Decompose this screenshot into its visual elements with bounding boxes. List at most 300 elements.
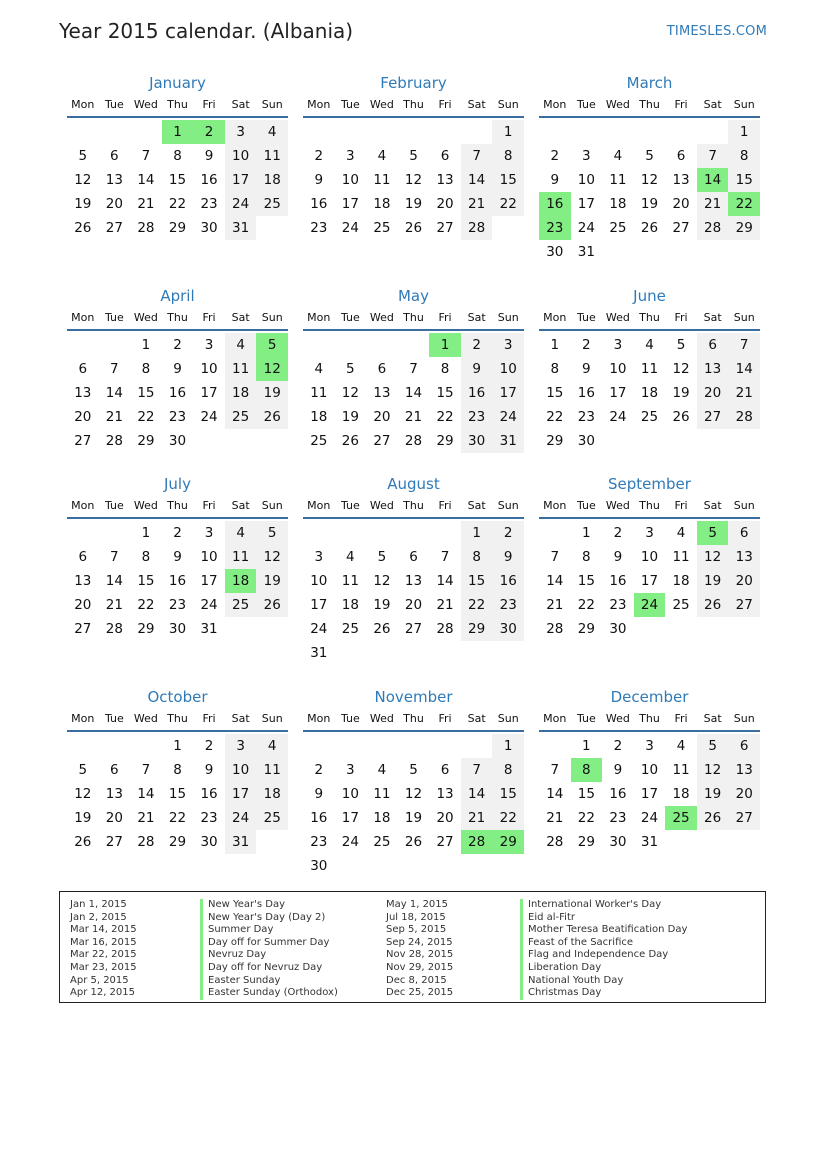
weekday-header bbox=[539, 94, 760, 118]
day-cell: 6 bbox=[440, 762, 450, 778]
day-cell: 21 bbox=[137, 810, 155, 826]
day-cell: 11 bbox=[256, 144, 288, 168]
day-cell: 13 bbox=[74, 573, 92, 589]
day-cell: 11 bbox=[225, 357, 257, 381]
weekday-label: Sun bbox=[261, 98, 283, 111]
day-cell: 14 bbox=[436, 573, 454, 589]
month-name: September bbox=[608, 475, 691, 493]
day-cell: 27 bbox=[728, 806, 760, 830]
legend-holiday-name: Nevruz Day bbox=[200, 949, 386, 962]
day-cell: 9 bbox=[582, 361, 591, 377]
empty-cell bbox=[67, 521, 99, 545]
day-cell: 2 bbox=[173, 337, 182, 353]
holiday-legend bbox=[59, 891, 766, 1003]
day-cell: 19 bbox=[256, 381, 288, 405]
day-cell: 30 bbox=[609, 621, 627, 637]
weekday-label: Tue bbox=[104, 311, 124, 324]
day-cell: 10 bbox=[341, 786, 359, 802]
day-cell: 16 bbox=[168, 385, 187, 401]
day-cell: 28 bbox=[436, 621, 454, 637]
day-cell: 27 bbox=[404, 621, 423, 637]
empty-cell bbox=[398, 521, 430, 545]
day-cell: 18 bbox=[373, 196, 391, 212]
day-cell: 13 bbox=[728, 545, 760, 569]
day-cell: 9 bbox=[550, 172, 560, 188]
day-cell: 4 bbox=[645, 337, 654, 353]
day-cell: 26 bbox=[697, 593, 729, 617]
legend-holiday-name: National Youth Day bbox=[520, 975, 752, 988]
day-cell: 31 bbox=[200, 621, 218, 637]
weekday-label: Mon bbox=[307, 499, 331, 512]
day-cell: 9 bbox=[613, 762, 623, 778]
day-cell: 29 bbox=[137, 621, 155, 637]
day-cell: 17 bbox=[225, 782, 257, 806]
day-cell: 7 bbox=[461, 144, 493, 168]
day-grid bbox=[67, 333, 288, 453]
weekday-label: Fri bbox=[202, 712, 216, 725]
day-cell: 24 bbox=[341, 220, 359, 236]
day-cell: 25 bbox=[672, 597, 690, 613]
empty-cell bbox=[429, 521, 461, 545]
legend-date: Sep 24, 2015 bbox=[386, 936, 453, 948]
day-cell: 7 bbox=[409, 361, 418, 377]
day-cell: 4 bbox=[225, 521, 257, 545]
month-november bbox=[303, 686, 524, 899]
day-cell: 9 bbox=[314, 172, 324, 188]
day-cell: 17 bbox=[640, 786, 659, 802]
day-cell: 26 bbox=[341, 433, 359, 449]
empty-cell bbox=[602, 120, 634, 144]
day-cell: 13 bbox=[436, 172, 454, 188]
day-cell: 31 bbox=[310, 645, 328, 661]
day-cell: 3 bbox=[645, 738, 654, 754]
legend-holiday-name: Mother Teresa Beatification Day bbox=[520, 924, 752, 937]
day-cell: 25 bbox=[373, 834, 391, 850]
day-cell: 17 bbox=[225, 168, 257, 192]
legend-date: Mar 22, 2015 bbox=[70, 949, 137, 961]
month-december bbox=[539, 686, 760, 899]
day-cell: 13 bbox=[672, 172, 690, 188]
day-cell: 19 bbox=[697, 782, 729, 806]
day-cell: 5 bbox=[377, 549, 387, 565]
legend-names-left bbox=[200, 899, 386, 1002]
day-cell: 19 bbox=[341, 409, 359, 425]
day-cell: 13 bbox=[697, 357, 729, 381]
day-cell: 24 bbox=[200, 409, 218, 425]
weekday-label: Wed bbox=[133, 712, 158, 725]
day-cell: 8 bbox=[440, 361, 450, 377]
day-cell: 26 bbox=[404, 834, 423, 850]
day-cell: 15 bbox=[137, 573, 155, 589]
holiday-day-cell: 8 bbox=[571, 758, 603, 782]
day-cell: 16 bbox=[310, 196, 328, 212]
day-cell: 14 bbox=[105, 573, 123, 589]
day-cell: 3 bbox=[346, 148, 355, 164]
month-march bbox=[539, 72, 760, 285]
day-cell: 27 bbox=[373, 433, 391, 449]
day-cell: 20 bbox=[105, 196, 123, 212]
weekday-label: Sun bbox=[261, 499, 283, 512]
day-cell: 27 bbox=[436, 220, 454, 236]
day-cell: 24 bbox=[341, 834, 359, 850]
weekday-label: Sun bbox=[733, 98, 755, 111]
day-cell: 11 bbox=[672, 549, 690, 565]
day-cell: 13 bbox=[404, 573, 423, 589]
day-cell: 17 bbox=[577, 196, 595, 212]
weekday-label: Sat bbox=[703, 98, 722, 111]
holiday-day-cell: 23 bbox=[539, 216, 571, 240]
weekday-label: Fri bbox=[438, 311, 452, 324]
day-cell: 3 bbox=[225, 120, 257, 144]
day-cell: 24 bbox=[200, 597, 218, 613]
empty-cell bbox=[335, 734, 367, 758]
weekday-label: Thu bbox=[167, 311, 188, 324]
day-cell: 26 bbox=[373, 621, 391, 637]
weekday-label: Sat bbox=[703, 499, 722, 512]
weekday-label: Sun bbox=[261, 712, 283, 725]
brand-link[interactable]: TIMESLES.COM bbox=[666, 24, 767, 39]
day-cell: 10 bbox=[341, 172, 359, 188]
month-january bbox=[67, 72, 288, 285]
day-cell: 18 bbox=[341, 597, 359, 613]
month-name: April bbox=[160, 287, 195, 305]
day-cell: 10 bbox=[640, 762, 659, 778]
legend-holiday-name: Easter Sunday (Orthodox) bbox=[200, 987, 386, 1000]
day-cell: 24 bbox=[577, 220, 595, 236]
weekday-label: Thu bbox=[403, 712, 424, 725]
day-cell: 28 bbox=[461, 216, 493, 240]
day-cell: 7 bbox=[141, 148, 151, 164]
day-cell: 10 bbox=[640, 549, 659, 565]
month-september bbox=[539, 473, 760, 686]
day-cell: 15 bbox=[436, 385, 454, 401]
day-cell: 30 bbox=[168, 433, 187, 449]
day-cell: 3 bbox=[492, 333, 524, 357]
day-cell: 27 bbox=[728, 593, 760, 617]
day-cell: 6 bbox=[110, 762, 119, 778]
day-cell: 3 bbox=[346, 762, 355, 778]
day-cell: 17 bbox=[200, 573, 218, 589]
weekday-label: Sun bbox=[497, 311, 519, 324]
empty-cell bbox=[335, 333, 367, 357]
day-cell: 15 bbox=[577, 573, 595, 589]
empty-cell bbox=[67, 734, 99, 758]
day-cell: 5 bbox=[697, 734, 729, 758]
empty-cell bbox=[303, 734, 335, 758]
day-cell: 18 bbox=[310, 409, 328, 425]
day-cell: 21 bbox=[461, 192, 493, 216]
day-cell: 17 bbox=[609, 385, 627, 401]
weekday-label: Thu bbox=[403, 98, 424, 111]
month-name: August bbox=[387, 475, 440, 493]
day-cell: 25 bbox=[310, 433, 328, 449]
empty-cell bbox=[99, 734, 131, 758]
day-cell: 25 bbox=[609, 220, 627, 236]
day-cell: 22 bbox=[577, 810, 595, 826]
day-cell: 11 bbox=[225, 545, 257, 569]
legend-holiday-name: Christmas Day bbox=[520, 987, 752, 1000]
legend-date: Nov 28, 2015 bbox=[386, 949, 454, 961]
day-cell: 12 bbox=[74, 172, 92, 188]
empty-cell bbox=[539, 120, 571, 144]
day-cell: 13 bbox=[105, 172, 123, 188]
day-cell: 2 bbox=[314, 148, 324, 164]
day-cell: 22 bbox=[168, 810, 187, 826]
weekday-label: Thu bbox=[167, 712, 188, 725]
day-cell: 14 bbox=[461, 168, 493, 192]
day-cell: 8 bbox=[141, 549, 151, 565]
day-cell: 18 bbox=[672, 786, 690, 802]
month-name: March bbox=[626, 74, 673, 92]
day-cell: 18 bbox=[609, 196, 627, 212]
empty-cell bbox=[303, 521, 335, 545]
day-cell: 27 bbox=[672, 220, 690, 236]
weekday-label: Tue bbox=[340, 98, 360, 111]
day-cell: 17 bbox=[200, 385, 218, 401]
day-cell: 18 bbox=[672, 573, 690, 589]
day-cell: 5 bbox=[346, 361, 355, 377]
day-cell: 28 bbox=[105, 621, 123, 637]
day-cell: 12 bbox=[404, 172, 423, 188]
weekday-label: Sun bbox=[497, 98, 519, 111]
day-cell: 21 bbox=[105, 597, 123, 613]
day-cell: 23 bbox=[200, 196, 218, 212]
holiday-day-cell: 12 bbox=[256, 357, 288, 381]
day-cell: 6 bbox=[377, 361, 387, 377]
day-cell: 23 bbox=[168, 597, 187, 613]
day-cell: 1 bbox=[141, 525, 151, 541]
empty-cell bbox=[398, 734, 430, 758]
day-cell: 9 bbox=[204, 148, 214, 164]
day-cell: 19 bbox=[697, 569, 729, 593]
empty-cell bbox=[665, 120, 697, 144]
day-cell: 5 bbox=[645, 148, 654, 164]
holiday-day-cell: 25 bbox=[665, 806, 697, 830]
empty-cell bbox=[99, 521, 131, 545]
day-cell: 5 bbox=[409, 762, 418, 778]
empty-cell bbox=[303, 120, 335, 144]
day-cell: 21 bbox=[436, 597, 454, 613]
weekday-label: Mon bbox=[307, 712, 331, 725]
weekday-label: Wed bbox=[605, 499, 630, 512]
weekday-label: Sat bbox=[231, 499, 250, 512]
day-cell: 21 bbox=[404, 409, 423, 425]
day-cell: 11 bbox=[672, 762, 690, 778]
day-cell: 10 bbox=[609, 361, 627, 377]
day-cell: 4 bbox=[346, 549, 355, 565]
day-cell: 10 bbox=[225, 758, 257, 782]
day-cell: 28 bbox=[105, 433, 123, 449]
day-cell: 21 bbox=[546, 810, 564, 826]
empty-cell bbox=[67, 333, 99, 357]
empty-cell bbox=[130, 120, 162, 144]
month-name: December bbox=[610, 688, 689, 706]
empty-cell bbox=[335, 521, 367, 545]
day-cell: 23 bbox=[609, 810, 627, 826]
empty-cell bbox=[461, 734, 493, 758]
weekday-label: Thu bbox=[639, 499, 660, 512]
day-cell: 9 bbox=[204, 762, 214, 778]
day-cell: 16 bbox=[310, 810, 328, 826]
day-cell: 22 bbox=[461, 593, 493, 617]
day-cell: 6 bbox=[697, 333, 729, 357]
day-cell: 6 bbox=[440, 148, 450, 164]
legend-date: Mar 16, 2015 bbox=[70, 936, 137, 948]
day-cell: 23 bbox=[492, 593, 524, 617]
day-cell: 20 bbox=[373, 409, 391, 425]
day-cell: 4 bbox=[256, 734, 288, 758]
day-cell: 23 bbox=[609, 597, 627, 613]
day-cell: 24 bbox=[640, 810, 659, 826]
day-cell: 22 bbox=[168, 196, 187, 212]
day-cell: 18 bbox=[225, 381, 257, 405]
day-cell: 7 bbox=[728, 333, 760, 357]
day-cell: 9 bbox=[613, 549, 623, 565]
legend-date: Apr 12, 2015 bbox=[70, 987, 136, 999]
day-cell: 17 bbox=[492, 381, 524, 405]
day-cell: 29 bbox=[168, 220, 187, 236]
day-cell: 15 bbox=[492, 168, 524, 192]
day-cell: 13 bbox=[105, 786, 123, 802]
day-cell: 24 bbox=[225, 192, 257, 216]
day-cell: 14 bbox=[546, 573, 564, 589]
weekday-label: Thu bbox=[403, 311, 424, 324]
day-cell: 21 bbox=[105, 409, 123, 425]
legend-date: May 1, 2015 bbox=[386, 899, 449, 910]
day-cell: 8 bbox=[582, 549, 591, 565]
weekday-header bbox=[539, 307, 760, 331]
day-cell: 4 bbox=[225, 333, 257, 357]
legend-dates-left bbox=[70, 899, 200, 1002]
day-cell: 1 bbox=[173, 738, 182, 754]
weekday-label: Fri bbox=[674, 311, 688, 324]
day-cell: 2 bbox=[550, 148, 560, 164]
day-cell: 7 bbox=[697, 144, 729, 168]
day-cell: 31 bbox=[577, 244, 595, 260]
day-grid bbox=[67, 521, 288, 641]
weekday-label: Fri bbox=[674, 499, 688, 512]
weekday-header bbox=[539, 708, 760, 732]
month-name: July bbox=[164, 475, 191, 493]
empty-cell bbox=[99, 333, 131, 357]
holiday-day-cell: 16 bbox=[539, 192, 571, 216]
day-grid bbox=[539, 333, 760, 453]
empty-cell bbox=[366, 734, 398, 758]
day-cell: 24 bbox=[492, 405, 524, 429]
weekday-label: Wed bbox=[369, 98, 394, 111]
month-name: October bbox=[147, 688, 208, 706]
day-cell: 22 bbox=[546, 409, 564, 425]
month-name: June bbox=[633, 287, 666, 305]
day-cell: 12 bbox=[74, 786, 92, 802]
month-july bbox=[67, 473, 288, 686]
day-cell: 12 bbox=[640, 172, 659, 188]
day-cell: 31 bbox=[225, 216, 257, 240]
weekday-label: Sat bbox=[231, 98, 250, 111]
day-cell: 14 bbox=[137, 172, 155, 188]
day-cell: 15 bbox=[168, 172, 187, 188]
legend-names-right bbox=[520, 899, 752, 1002]
weekday-label: Tue bbox=[104, 712, 124, 725]
weekday-label: Sun bbox=[733, 311, 755, 324]
day-cell: 26 bbox=[672, 409, 690, 425]
day-cell: 4 bbox=[676, 525, 686, 541]
day-cell: 1 bbox=[582, 525, 591, 541]
day-cell: 21 bbox=[461, 806, 493, 830]
legend-date: Sep 5, 2015 bbox=[386, 924, 447, 936]
weekday-label: Wed bbox=[369, 499, 394, 512]
weekday-label: Fri bbox=[438, 499, 452, 512]
day-cell: 10 bbox=[200, 549, 218, 565]
day-cell: 29 bbox=[168, 834, 187, 850]
day-cell: 27 bbox=[74, 433, 92, 449]
day-cell: 14 bbox=[461, 782, 493, 806]
day-grid bbox=[539, 734, 760, 854]
day-cell: 22 bbox=[137, 409, 155, 425]
weekday-label: Sat bbox=[231, 311, 250, 324]
day-cell: 17 bbox=[341, 810, 359, 826]
day-cell: 8 bbox=[461, 545, 493, 569]
weekday-label: Tue bbox=[104, 98, 124, 111]
day-cell: 7 bbox=[550, 549, 560, 565]
day-cell: 10 bbox=[492, 357, 524, 381]
day-cell: 2 bbox=[314, 762, 324, 778]
day-cell: 22 bbox=[492, 192, 524, 216]
weekday-label: Fri bbox=[202, 499, 216, 512]
legend-holiday-name: New Year's Day bbox=[200, 899, 386, 912]
day-cell: 16 bbox=[609, 786, 627, 802]
day-cell: 26 bbox=[640, 220, 659, 236]
day-cell: 19 bbox=[74, 810, 92, 826]
legend-holiday-name: International Worker's Day bbox=[520, 899, 752, 912]
day-cell: 6 bbox=[78, 361, 88, 377]
day-cell: 11 bbox=[373, 786, 391, 802]
day-cell: 5 bbox=[78, 148, 88, 164]
weekday-header bbox=[67, 708, 288, 732]
day-cell: 16 bbox=[577, 385, 595, 401]
day-cell: 26 bbox=[697, 806, 729, 830]
legend-date: Dec 8, 2015 bbox=[386, 974, 447, 986]
day-cell: 13 bbox=[436, 786, 454, 802]
day-cell: 18 bbox=[373, 810, 391, 826]
holiday-day-cell: 18 bbox=[225, 569, 257, 593]
day-cell: 1 bbox=[550, 337, 560, 353]
empty-cell bbox=[303, 333, 335, 357]
legend-holiday-name: Easter Sunday bbox=[200, 975, 386, 988]
day-cell: 20 bbox=[728, 782, 760, 806]
month-may bbox=[303, 285, 524, 473]
legend-date: Mar 23, 2015 bbox=[70, 961, 137, 973]
day-cell: 22 bbox=[137, 597, 155, 613]
day-cell: 7 bbox=[440, 549, 450, 565]
day-cell: 29 bbox=[577, 834, 595, 850]
day-cell: 4 bbox=[256, 120, 288, 144]
weekday-label: Mon bbox=[71, 311, 95, 324]
day-cell: 14 bbox=[728, 357, 760, 381]
legend-holiday-name: Liberation Day bbox=[520, 962, 752, 975]
weekday-label: Tue bbox=[576, 311, 596, 324]
weekday-label: Wed bbox=[369, 311, 394, 324]
weekday-header bbox=[303, 708, 524, 732]
day-cell: 21 bbox=[137, 196, 155, 212]
day-cell: 8 bbox=[141, 361, 151, 377]
holiday-day-cell: 24 bbox=[634, 593, 666, 617]
holiday-day-cell: 29 bbox=[492, 830, 524, 854]
holiday-day-cell: 1 bbox=[162, 120, 194, 144]
weekday-label: Mon bbox=[543, 98, 567, 111]
holiday-day-cell: 5 bbox=[256, 333, 288, 357]
day-cell: 16 bbox=[200, 786, 218, 802]
